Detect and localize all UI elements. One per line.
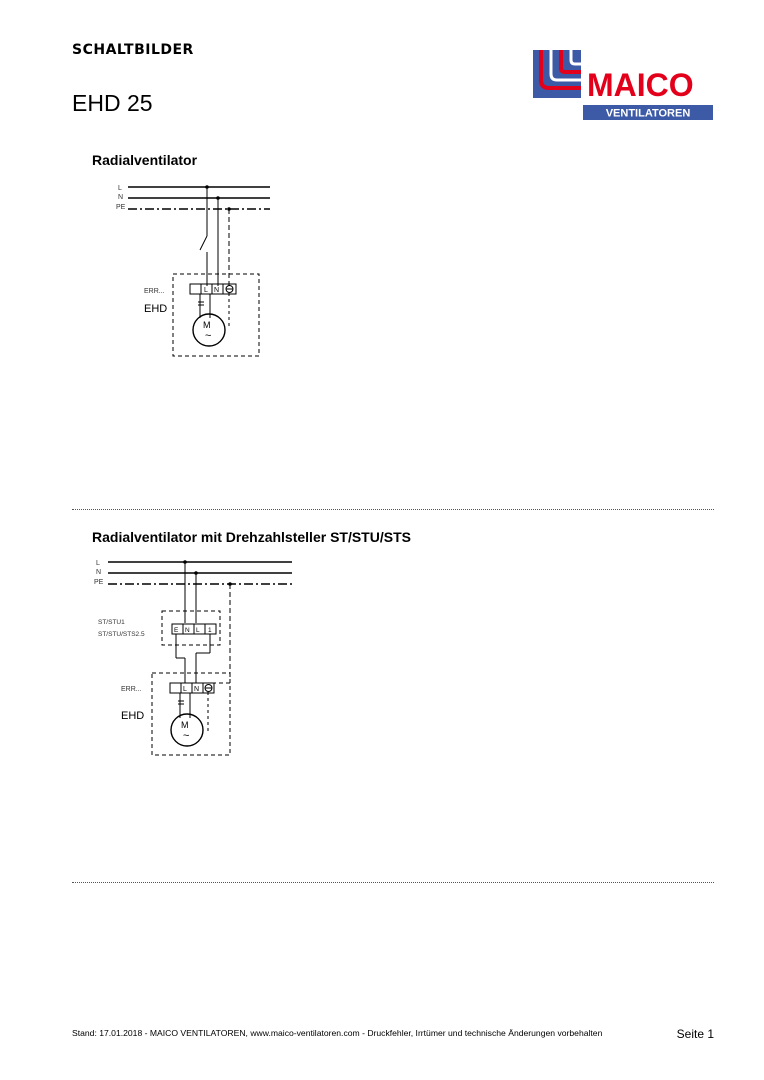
svg-text:E: E xyxy=(174,627,179,634)
svg-text:L: L xyxy=(183,686,187,693)
svg-text:L: L xyxy=(196,627,200,634)
svg-text:~: ~ xyxy=(205,330,212,342)
svg-text:EHD: EHD xyxy=(144,303,168,315)
section-divider-2 xyxy=(72,882,714,883)
svg-text:N: N xyxy=(118,194,124,201)
page-number: Seite 1 xyxy=(676,1027,714,1041)
svg-text:PE: PE xyxy=(94,579,104,586)
svg-text:ERR...: ERR... xyxy=(121,686,142,693)
svg-text:ST/STU/STS2.5: ST/STU/STS2.5 xyxy=(98,631,145,638)
logo-subtitle: VENTILATOREN xyxy=(605,107,691,120)
footer-text: Stand: 17.01.2018 - MAICO VENTILATOREN, www.maico-ventilatoren.com - Druckfehler, Irrtümer und technische Änderungen vorbehalten xyxy=(72,1028,603,1038)
svg-text:M: M xyxy=(203,320,211,330)
svg-text:N: N xyxy=(214,287,220,294)
svg-text:N: N xyxy=(96,569,102,576)
section-title-2: Radialventilator mit Drehzahlsteller ST/STU/STS xyxy=(92,529,411,545)
wiring-diagram-2 xyxy=(90,553,300,763)
model-title: EHD 25 xyxy=(72,90,153,116)
svg-text:PE: PE xyxy=(116,204,126,211)
section-title-1: Radialventilator xyxy=(92,152,198,168)
svg-text:M: M xyxy=(181,720,189,730)
section-divider-1 xyxy=(72,509,714,510)
maico-logo xyxy=(531,50,713,120)
wiring-diagram-1 xyxy=(110,178,280,363)
svg-text:ERR...: ERR... xyxy=(144,288,165,295)
logo-brand: MAICO xyxy=(587,67,694,103)
svg-text:1: 1 xyxy=(208,627,212,634)
document-category: SCHALTBILDER xyxy=(72,42,194,58)
svg-text:L: L xyxy=(96,560,100,567)
svg-text:N: N xyxy=(185,627,190,634)
svg-text:~: ~ xyxy=(183,730,190,742)
svg-text:N: N xyxy=(194,686,200,693)
svg-text:EHD: EHD xyxy=(121,710,145,722)
svg-text:ST/STU1: ST/STU1 xyxy=(98,619,125,626)
svg-text:L: L xyxy=(118,185,122,192)
svg-text:L: L xyxy=(204,287,208,294)
